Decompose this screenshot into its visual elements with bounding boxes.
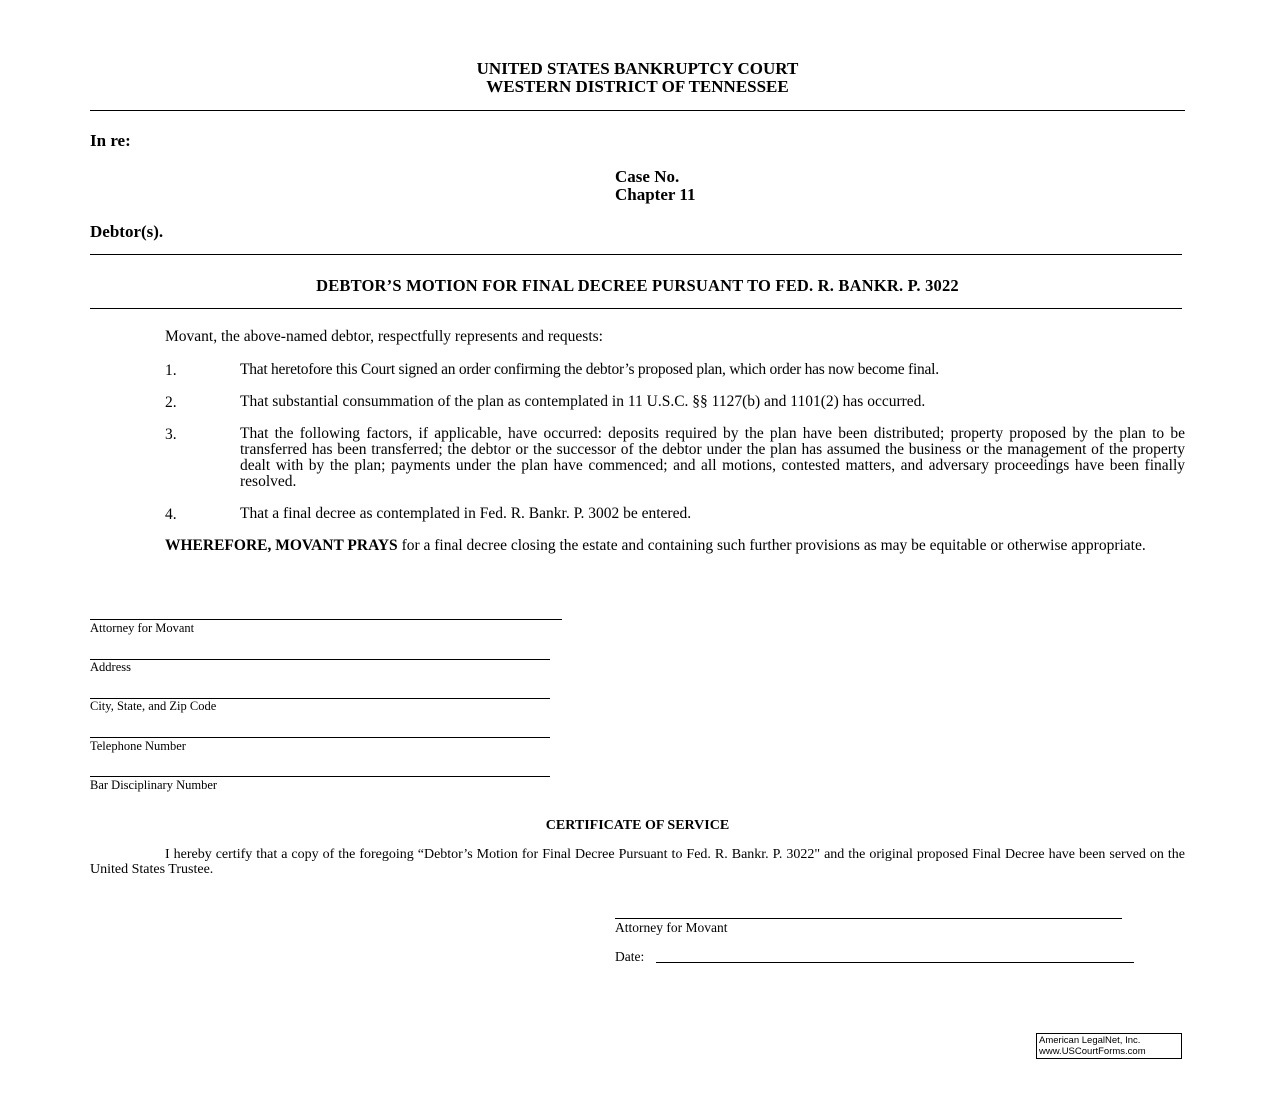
certificate-signature-line[interactable]	[615, 918, 1122, 919]
court-header	[0, 60, 1275, 96]
address-line[interactable]	[90, 659, 550, 660]
publisher-name: American LegalNet, Inc.	[1039, 1035, 1141, 1046]
document-title: DEBTOR’S MOTION FOR FINAL DECREE PURSUANT TO FED. R. BANKR. P. 3022	[316, 276, 959, 295]
telephone-line[interactable]	[90, 737, 550, 738]
court-district: WESTERN DISTRICT OF TENNESSEE	[486, 77, 789, 96]
certificate-title: CERTIFICATE OF SERVICE	[545, 818, 730, 833]
date-line[interactable]	[656, 962, 1134, 963]
case-no-label: Case No.	[615, 167, 680, 186]
chapter-label: Chapter 11	[615, 185, 696, 204]
publisher-url: www.USCourtForms.com	[1039, 1046, 1146, 1057]
caption-divider-top	[90, 254, 1182, 255]
court-name: UNITED STATES BANKRUPTCY COURT	[476, 59, 799, 78]
title-divider-bottom	[90, 308, 1182, 309]
date-label: Date:	[615, 949, 645, 964]
in-re-label: In re:	[90, 131, 131, 150]
paragraph-text: That a final decree as contemplated in Fed. R. Bankr. P. 3002 be entered.	[240, 505, 692, 522]
city-state-zip-label: City, State, and Zip Code	[90, 699, 217, 713]
paragraph-number: 1.	[165, 362, 177, 379]
paragraph-number: 2.	[165, 394, 177, 411]
telephone-label: Telephone Number	[90, 739, 186, 753]
address-label: Address	[90, 660, 131, 674]
wherefore-lead: WHEREFORE, MOVANT PRAYS	[165, 537, 398, 554]
paragraph-text: That the following factors, if applicable, have occurred: deposits required by the plan have been distributed; property proposed by the plan to be transferred has been transferred; the debtor or the successor of the debtor under the plan has assumed the business or the management of the property dealt with by the plan; payments under the plan have commenced; and all motions, contested matters, and adversary proceedings have been finally resolved.	[240, 425, 1185, 490]
wherefore-text: for a final decree closing the estate and containing such further provisions as may be equitable or otherwise appropriate.	[397, 537, 1146, 554]
debtor-label: Debtor(s).	[90, 222, 164, 241]
certificate-text: I hereby certify that a copy of the foregoing “Debtor’s Motion for Final Decree Pursuant to Fed. R. Bankr. P. 3022" and the original proposed Final Decree have been served on the United States Trustee.	[90, 847, 1185, 877]
publisher-box	[1036, 1033, 1182, 1059]
intro-text: Movant, the above-named debtor, respectfully represents and requests:	[165, 328, 603, 345]
attorney-signature-line[interactable]	[90, 619, 562, 620]
wherefore-clause	[90, 538, 1185, 554]
paragraph-text: That heretofore this Court signed an order confirming the debtor’s proposed plan, which order has now become final.	[240, 361, 939, 378]
bar-number-line[interactable]	[90, 776, 550, 777]
paragraph-text: That substantial consummation of the plan as contemplated in 11 U.S.C. §§ 1127(b) and 1101(2) has occurred.	[240, 393, 926, 410]
paragraph-number: 4.	[165, 506, 177, 523]
paragraph-number: 3.	[165, 426, 177, 443]
bar-number-label: Bar Disciplinary Number	[90, 778, 218, 792]
attorney-label: Attorney for Movant	[90, 621, 195, 635]
header-divider	[90, 110, 1185, 111]
certificate-attorney-label: Attorney for Movant	[615, 920, 728, 935]
